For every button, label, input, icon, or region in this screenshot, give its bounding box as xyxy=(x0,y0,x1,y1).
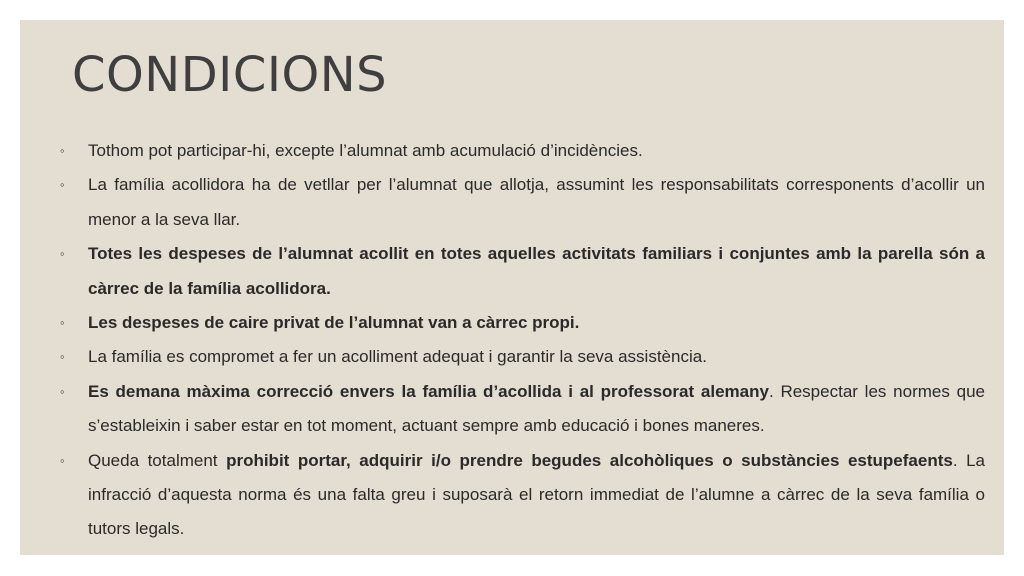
bullet-text: La família acollidora ha de vetllar per l’alumnat que allotja, assumint les responsabilitats corresponents d’acollir un menor a la seva llar. xyxy=(88,175,985,229)
bullet-item xyxy=(60,306,985,340)
bullet-icon: ◦ xyxy=(60,315,65,331)
bullet-text: . Respectar les normes que s’estableixin i saber estar en tot moment, actuant sempre amb educació i bones maneres. xyxy=(88,381,985,436)
bullet-item xyxy=(60,340,985,374)
bullet-icon: ◦ xyxy=(60,452,65,468)
bullet-text-bold: Totes les despeses de l’alumnat acollit en totes aquelles activitats familiars i conjuntes amb la parella són a càrrec de la família acollidora. xyxy=(88,244,985,298)
bullet-icon: ◦ xyxy=(60,246,65,262)
bullet-icon: ◦ xyxy=(60,177,65,193)
bullet-list xyxy=(60,134,986,547)
bullet-text-bold: Les despeses de caire privat de l’alumnat van a càrrec propi. xyxy=(88,313,580,333)
bullet-item xyxy=(60,134,985,168)
bullet-item xyxy=(60,237,985,306)
bullet-item xyxy=(60,375,985,444)
bullet-icon: ◦ xyxy=(60,349,65,365)
bullet-text: La família es compromet a fer un acolliment adequat i garantir la seva assistència. xyxy=(88,347,707,367)
bullet-item xyxy=(60,168,985,237)
bullet-text: Tothom pot participar-hi, excepte l’alumnat amb acumulació d’incidències. xyxy=(88,141,643,160)
bullet-item xyxy=(60,444,986,547)
slide-title: CONDICIONS xyxy=(72,47,388,103)
bullet-text-bold: Es demana màxima correcció envers la família d’acollida i al professorat alemany xyxy=(88,381,769,401)
bullet-text: Queda totalment xyxy=(88,450,227,470)
bullet-text: . La infracció d’aquesta norma és una falta greu i suposarà el retorn immediat de l’alumne a càrrec de la seva família o tutors legals. xyxy=(88,450,986,539)
slide xyxy=(20,20,1004,555)
bullet-icon: ◦ xyxy=(60,383,65,399)
bullet-text-bold: prohibit portar, adquirir i/o prendre begudes alcohòliques o substàncies estupefaents xyxy=(226,450,953,470)
bullet-icon: ◦ xyxy=(60,143,65,158)
